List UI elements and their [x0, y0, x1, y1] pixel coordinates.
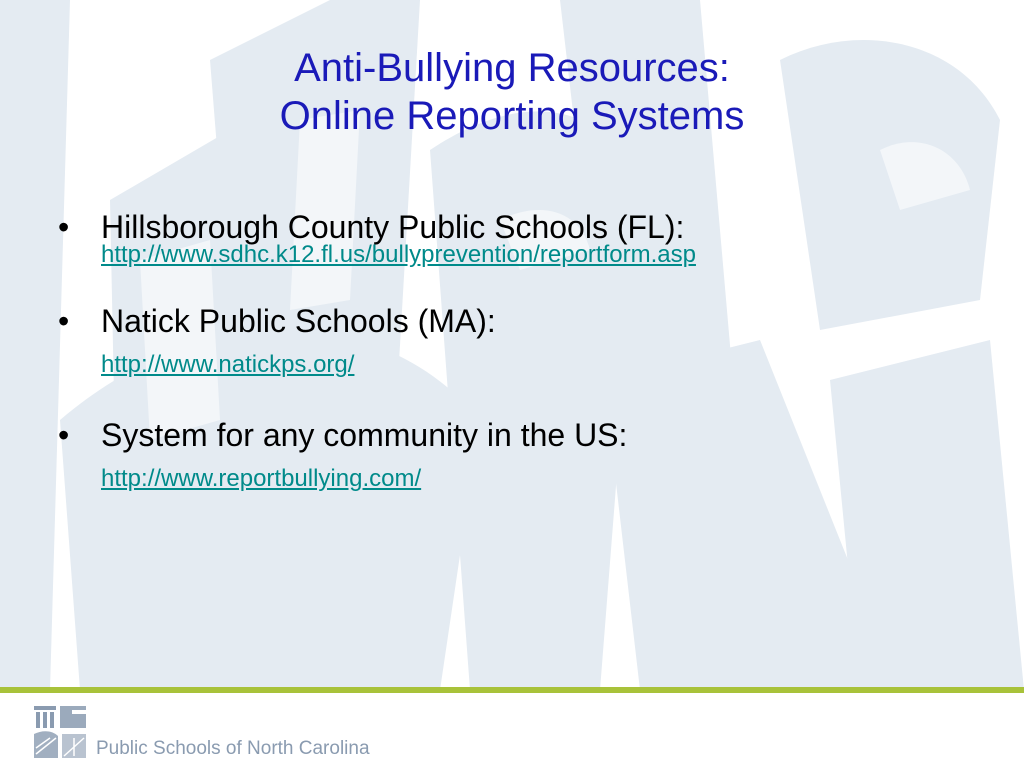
bullet-dot-icon: •	[58, 303, 70, 339]
link-reportbullying[interactable]: http://www.reportbullying.com/	[101, 465, 422, 492]
slide-title-line-1: Anti-Bullying Resources:	[294, 46, 730, 90]
bullet-dot-icon: •	[58, 417, 70, 453]
bullet-item-hillsborough	[58, 205, 998, 269]
bullet-text: Hillsborough County Public Schools (FL):	[101, 209, 685, 245]
link-sdhc-report-form[interactable]: http://www.sdhc.k12.fl.us/bullyprevention/reportform.asp	[101, 241, 696, 268]
footer-org-name: Public Schools of North Carolina	[96, 738, 370, 759]
link-natickps[interactable]: http://www.natickps.org/	[101, 351, 355, 378]
bullet-text: Natick Public Schools (MA):	[101, 303, 496, 339]
bullet-list	[58, 205, 998, 527]
bullet-item-any-community	[58, 413, 998, 493]
slide-title	[0, 44, 1024, 140]
pnc-logo-icon	[32, 704, 88, 760]
slide-title-line-2: Online Reporting Systems	[279, 94, 745, 138]
bullet-text: System for any community in the US:	[101, 417, 628, 453]
bullet-dot-icon: •	[58, 209, 70, 245]
bullet-item-natick	[58, 299, 998, 379]
